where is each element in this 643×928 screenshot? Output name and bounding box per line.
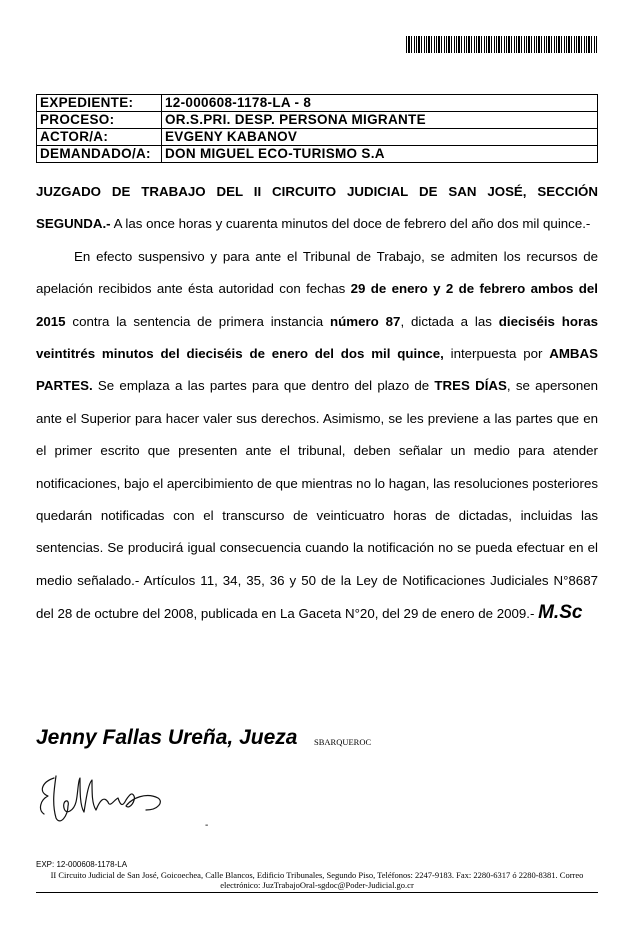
barcode <box>406 36 598 53</box>
resolution-heading-paragraph <box>36 176 598 241</box>
court-heading: JUZGADO DE TRABAJO DEL II CIRCUITO JUDICIAL DE SAN JOSÉ, SECCIÓN SEGUNDA.- <box>36 184 598 232</box>
case-label: DEMANDADO/A: <box>37 146 162 163</box>
sentence-number: número 87 <box>330 313 401 329</box>
page-footer <box>36 860 598 893</box>
term-days: TRES DÍAS <box>434 378 507 394</box>
text-segment: , dictada a las <box>400 313 499 329</box>
appellant-parties: AMBAS PARTES. <box>36 346 599 394</box>
resolution-main-paragraph <box>36 241 598 631</box>
text-segment: interpuesta por <box>443 346 550 362</box>
footer-expediente: EXP: 12-000608-1178-LA <box>36 860 128 869</box>
case-label: EXPEDIENTE: <box>37 95 162 112</box>
case-info-table <box>36 94 598 163</box>
resolution-body <box>36 176 598 631</box>
footer-address: II Circuito Judicial de San José, Goicoechea, Calle Blancos, Edificio Tribunales, Segundo Piso, Teléfonos: 2247-9183. Fax: 2280-6317 ó 2280-8381. Correo electrónico: JuzTrabajoOral-sgdoc@Poder-Judicial.go.cr <box>36 870 598 893</box>
text-segment: contra la sentencia de primera instancia <box>65 313 331 329</box>
text-segment: En efecto suspensivo y para ante el Tribunal de Trabajo, se admiten los recursos de apelación recibidos ante ésta autoridad con fechas <box>36 248 598 297</box>
case-value: 12-000608-1178-LA - 8 <box>162 95 598 112</box>
judge-name: Jenny Fallas Ureña, Jueza <box>36 726 298 749</box>
opening-time: A las once horas y cuarenta minutos del doce de febrero del año dos mil quince.- <box>110 216 591 232</box>
case-value: OR.S.PRI. DESP. PERSONA MIGRANTE <box>162 112 598 129</box>
case-row-proceso <box>37 112 598 129</box>
separator-dash: - <box>205 820 209 831</box>
case-value: DON MIGUEL ECO-TURISMO S.A <box>162 146 598 163</box>
judge-title: M.Sc <box>538 602 583 624</box>
handwritten-signature <box>34 770 174 830</box>
case-row-demandado <box>37 146 598 163</box>
case-row-actor <box>37 129 598 146</box>
appeal-dates: 29 de enero y 2 de febrero ambos del 2015 <box>36 281 599 329</box>
text-segment: , se apersonen ante el Superior para hacer valer sus derechos. Asimismo, se les previene a las partes que en el primer escrito que presenten ante el tribunal, deben señalar un medio para atender notificaciones, bajo el apercibimiento de que mientras no lo hagan, las resoluciones posteriores quedarán notificadas con el transcurso de veinticuatro horas de dictadas, incluidas las sentencias. Se producirá igual consecuencia cuando la notificación no se pueda efectuar en el medio señalado.- Artículos 11, 34, 35, 36 y 50 de la Ley de Notificaciones Judiciales N°8687 del 28 de octubre del 2008, publicada en La Gaceta N°20, del 29 de enero de 2009.- <box>36 378 599 622</box>
case-value: EVGENY KABANOV <box>162 129 598 146</box>
case-label: ACTOR/A: <box>37 129 162 146</box>
case-label: PROCESO: <box>37 112 162 129</box>
case-row-expediente <box>37 95 598 112</box>
clerk-initials: SBARQUEROC <box>314 737 372 747</box>
sentence-time: dieciséis horas veintitrés minutos del dieciséis de enero del dos mil quince, <box>36 313 598 362</box>
text-segment: Se emplaza a las partes para que dentro del plazo de <box>92 378 435 394</box>
